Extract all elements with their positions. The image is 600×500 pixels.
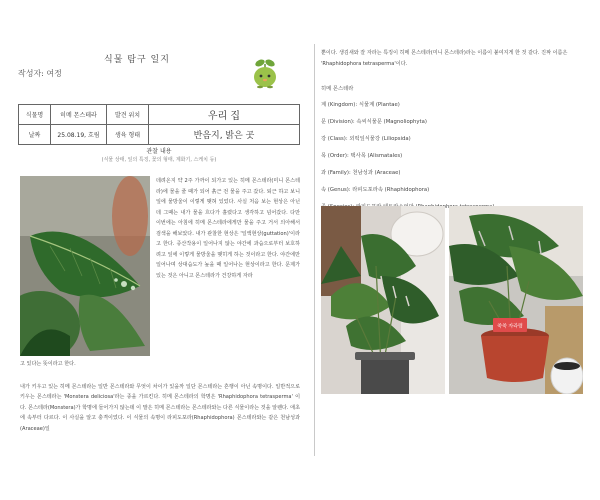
- plant-info-table: [18, 104, 300, 145]
- plant-name-value: 히메 몬스테라: [51, 105, 107, 125]
- date-value: 25.08.19, 흐림: [51, 125, 107, 145]
- taxonomy-class: 강 (Class): 외떡잎식물강 (Liliopsida): [321, 136, 411, 142]
- journal-left-page: [12, 44, 302, 456]
- taxonomy-list: [321, 97, 597, 216]
- observation-heading: 관찰 내용: [146, 148, 172, 155]
- author-label: 작성자: 여정: [18, 69, 62, 78]
- location-value: 우리 집: [149, 105, 300, 125]
- sprout-mascot-icon: [248, 56, 282, 90]
- habitat-label: 생육 형태: [107, 125, 149, 145]
- potted-monstera-photo: [321, 206, 445, 394]
- plant-tag-text: 쑥쑥 자라렴: [497, 323, 523, 330]
- taxonomy-division: 문 (Division): 속씨식물문 (Magnoliophyta): [321, 119, 427, 125]
- taxonomy-order: 목 (Order): 택사목 (Alismatales): [321, 153, 403, 159]
- potted-monstera-with-tag-photo: [449, 206, 583, 394]
- date-label: 날짜: [19, 125, 51, 145]
- observation-paragraph-3: 뿐이다. 생김새와 잘 자라는 특징이 히메 몬스테라(미니 몬스테라)라는 이름이 붙여지게 한 것 같다. 진짜 이름은 'Rhaphidophora tetrasperma'이다.: [321, 50, 568, 67]
- journal-title: 식물 탐구 일지: [104, 55, 170, 65]
- observation-subheading: (식물 상태, 잎의 특징, 꽃의 형태, 계화기, 스케치 등): [101, 157, 217, 163]
- taxonomy-title: 히메 몬스테라: [321, 86, 354, 92]
- taxonomy-kingdom: 계 (Kingdom): 식물계 (Plantae): [321, 102, 400, 108]
- habitat-value: 반음지, 밝은 곳: [149, 125, 300, 145]
- observation-paragraph-2: 내가 키우고 있는 히메 몬스테라는 일반 몬스테라와 무엇이 차이가 있을까 일단 몬스테라는 흔행이 아닌 속명이다. 일반적으로 키우는 몬스테라는 'Monstera deliciosa'라는 종을 가르킨다. 히메 몬스테라의 학명은 'Rhaphidophora tetrasperma' 이다. 몬스테라(Monstera)가 학명에 들어가지 않는데 이 말은 히메 몬스테라는 몬스테라와는 다른 식물이라는 것을 알렌다. 애초에 속부터 다르다. 이 사실을 알고 충격이었다. 이 식물의 속명이 라피도포라(Rhaphidophora) 몬스테라와는 같은 천남성과(Araceae)일: [20, 384, 300, 432]
- observation-paragraph-1-tail: 고 있다는 뜻이라고 한다.: [20, 361, 76, 367]
- observation-paragraph-1: 데려온지 약 2주 가까이 되가고 있는 히메 몬스테라(미니 몬스테라)에 물을 줄 때가 되어 흙근 전 물을 주고 갔다. 퇴근 하고 보니 잎에 물방울이 이렇게 맺혀 있었다. 사실 처음 보는 현상은 아닌데 그때는 내가 물을 흐다가 흘렸다고 생각하고 넘어갔다. 다만 이번에는 아침에 히메 몬스테라에게만 물을 주고 거서 의아해서 검색을 해보았다. 내가 관찰한 현상은 '일액현상(guttation)'이라고 한다. 증산작용이 일어나지 않는 야간에 과습으로부터 보호하려고 잎에 이렇게 물방울을 맺히게 하는 것이라고 한다. 야간에만 일어나며 상대습도가 높을 때 일어나는 현상이라고 한다. 문제가 있는 것은 아니고 몬스테라가 건강하게 자라: [156, 178, 300, 279]
- journal-right-page: [314, 44, 600, 456]
- taxonomy-genus: 속 (Genus): 라피도포라속 (Rhaphidophora): [321, 187, 430, 193]
- plant-name-label: 식물명: [19, 105, 51, 125]
- location-label: 발견 위치: [107, 105, 149, 125]
- leaf-with-water-droplets-photo: [20, 176, 150, 356]
- taxonomy-family: 과 (Family): 천남성과 (Araceae): [321, 170, 401, 176]
